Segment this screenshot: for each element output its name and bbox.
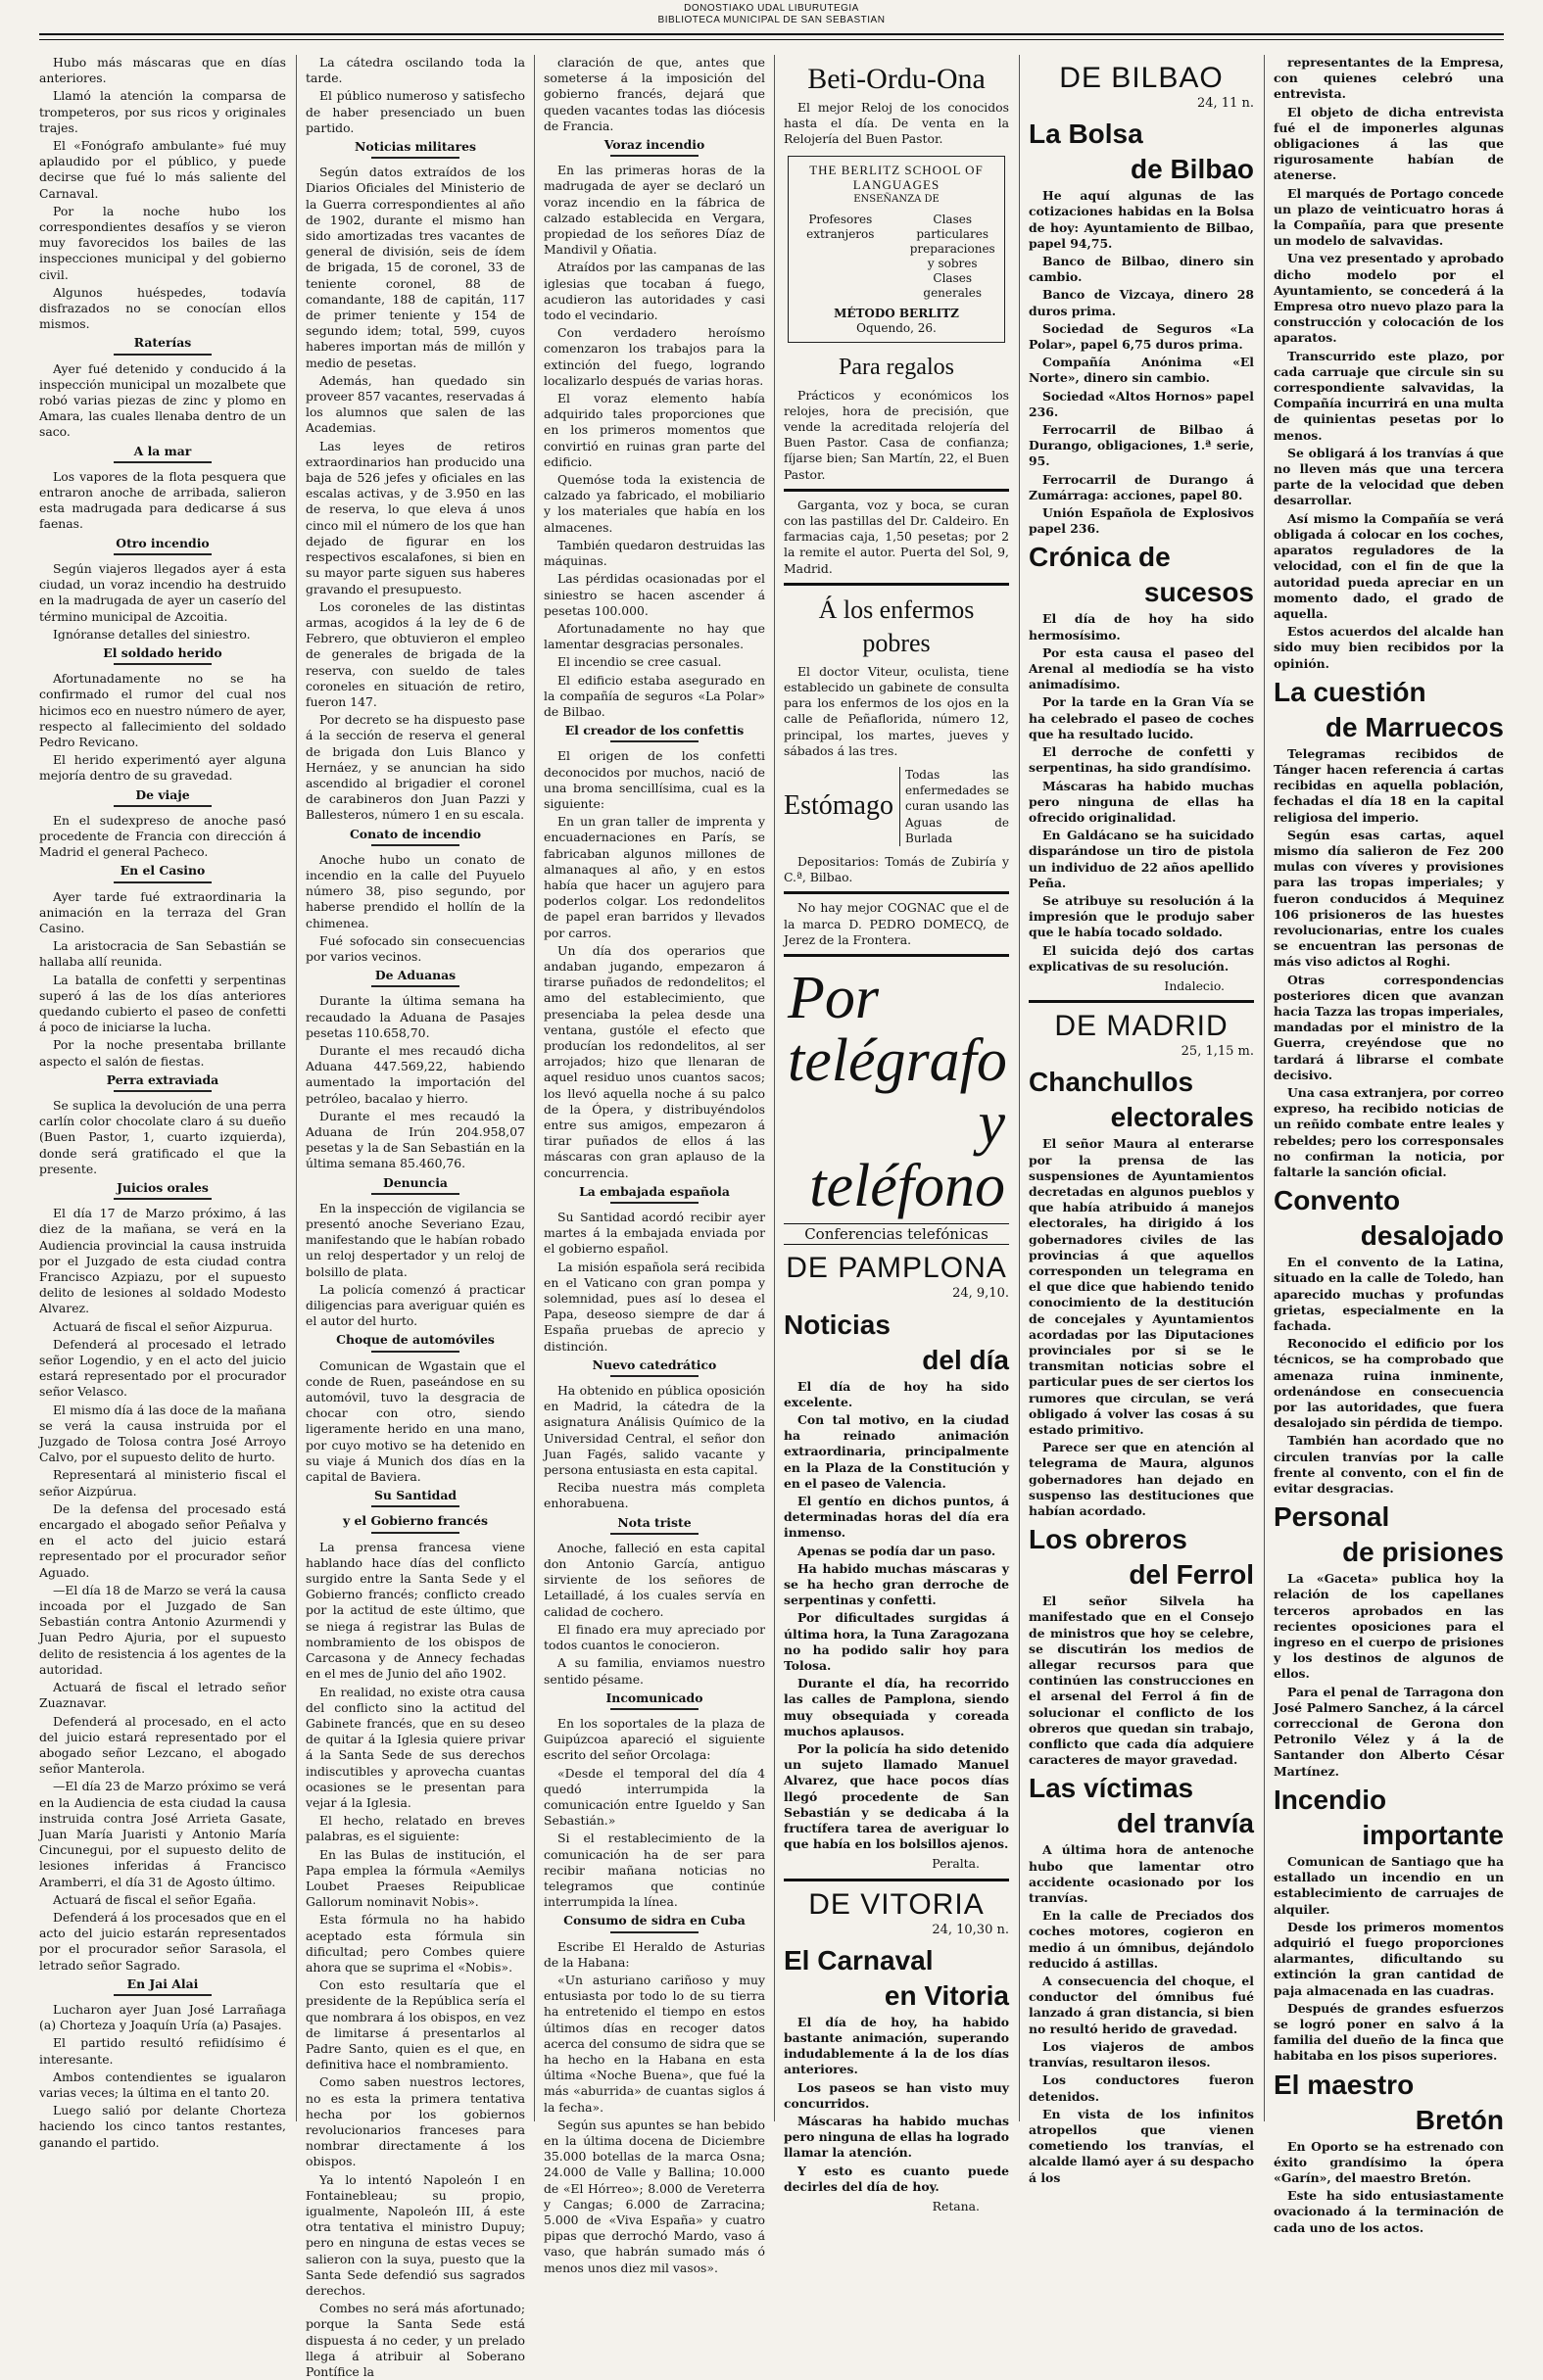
- heading-importante: importante: [1362, 1819, 1504, 1850]
- column-3: [544, 55, 765, 2275]
- heading-chanchullos: Chanchullos: [1029, 1067, 1194, 1098]
- heading-separator: [610, 1375, 699, 1377]
- article-paragraph: Los coroneles de las distintas armas, acogidos á la ley de 6 de Febrero, que obtuvieron el empleo de generales de brigada de la reserva, con sueldo de tales coroneles en situación de retiro, fueron 147.: [306, 598, 525, 709]
- article-paragraph: Máscaras ha habido muchas pero ninguna de ellas ha logrado llamar la atención.: [784, 2114, 1009, 2161]
- article-paragraph: Ferrocarril de Bilbao á Durango, obligaciones, 1.ª serie, 95.: [1029, 422, 1254, 469]
- article-paragraph: A última hora de antenoche hubo que lamentar otro accidente ocasionado por los tranvías.: [1029, 1842, 1254, 1906]
- article-paragraph: El incendio se cree casual.: [557, 654, 722, 670]
- article-paragraph: Por la noche hubo los correspondientes desafíos y se vieron muy favorecidos los bailes de las inspecciones municipal y del gobierno civil.: [39, 203, 286, 282]
- article-paragraph: —El día 23 de Marzo próximo se verá en la Audiencia de esta ciudad la causa instruida contra José Arrieta Gasate, Juan María Juaristi y Antonio María Cincunegui, por el supuesto delito de lesiones inferidas á Francisco Aramberri, el día 31 de Agosto último.: [39, 1779, 286, 1889]
- article-paragraph: A su familia, enviamos nuestro sentido pésame.: [544, 1655, 765, 1687]
- article-paragraph: Actuará de fiscal el señor Egaña.: [53, 1891, 257, 1907]
- article-heading: Su Santidad: [373, 1488, 458, 1503]
- article-paragraph: Según sus apuntes se han bebido en la última docena de Diciembre 35.000 botellas de la marca Osna; 24.000 de Valle y Ballina; 10.000 de «El Hórreo»; 8.000 de Vereterra y Cangas; 6.000 de Zarracina; 5.000 de «Viva España» y cuatro pipas que derrochó Mardo, vaso á vaso, que habrán sumado más ó menos unos diez mil vasos».: [544, 2117, 765, 2275]
- article-heading: En el Casino: [120, 863, 206, 879]
- heading-separator: [610, 1533, 699, 1535]
- article-paragraph: Según esas cartas, aquel mismo día salieron de Fez 200 mulas con víveres y provisiones para las tropas imperiales; y fueron conducidos á Mequinez 106 prisioneros de las huestes revolucionarias, entre los cuales se encuentran las personas de más viso adictos al Roghi.: [1274, 827, 1504, 970]
- heading-electorales: electorales: [1110, 1102, 1254, 1133]
- time-vitoria: 24, 10,30 n.: [932, 1922, 1009, 1937]
- article-paragraph: Apenas se podía dar un paso.: [797, 1543, 996, 1558]
- title-line-1: Por telégrafo: [788, 965, 1007, 1095]
- article-heading: Juicios orales: [117, 1180, 209, 1195]
- article-paragraph: Se suplica la devolución de una perra carlín color chocolate claro á su dueño (Buen Pastor, 1, cuarto izquierda), donde será gratificado el que la presente.: [39, 1097, 286, 1176]
- article-paragraph: Por la policía ha sido detenido un sujeto llamado Manuel Alvarez, que hace pocos días llegó procedente de San Sebastián y se dedicaba á la fructífera tarea de averiguar lo que había en los bolsillos ajenos.: [784, 1740, 1009, 1852]
- article-paragraph: Por la tarde en la Gran Vía se ha celebrado el paseo de coches que ha resultado lucido.: [1029, 694, 1254, 741]
- article-heading: Incomunicado: [605, 1690, 703, 1705]
- article-paragraph: El herido experimentó ayer alguna mejoría dentro de su gravedad.: [39, 752, 286, 784]
- chanchullos-body: [1029, 1136, 1254, 1519]
- article-paragraph: El edificio estaba asegurado en la compañía de seguros «La Polar» de Bilbao.: [544, 672, 765, 719]
- divider: [784, 489, 1009, 492]
- article-paragraph: Afortunadamente no se ha confirmado el rumor del cual nos hicimos eco en nuestro número de ayer, respecto al fallecimiento del soldado Pedro Revicano.: [39, 671, 286, 749]
- ad-estomago-dep: Depositarios: Tomás de Zubiría y C.ª, Bilbao.: [784, 854, 1009, 885]
- ad-cognac: No hay mejor COGNAC que el de la marca D. PEDRO DOMECQ, de Jerez de la Frontera.: [784, 900, 1009, 947]
- berlitz-sub: ENSEÑANZA DE: [853, 193, 940, 205]
- article-paragraph: El marqués de Portago concede un plazo de veinticuatro horas á la Compañía, para que presente un modelo de salvavidas.: [1274, 185, 1504, 249]
- article-paragraph: Quemóse toda la existencia de calzado ya fabricado, el mobiliario y los materiales que había en los almacenes.: [544, 472, 765, 535]
- article-paragraph: Por decreto se ha dispuesto pase á la sección de reserva el general de brigada don Luis Blanco y Hernáez, y se anuncian ha sido ascendido al brigadier el coronel de carabineros don Juan Pazzi y Ballesteros, número 1 en su escala.: [306, 712, 525, 823]
- city-madrid: DE MADRID: [1054, 1010, 1229, 1043]
- heading-separator: [371, 157, 459, 159]
- article-paragraph: Combes no será más afortunado; porque la Santa Sede está dispuesta á no ceder, y un prelado llega á atribuir al Soberano Pontífice la: [306, 2301, 525, 2380]
- column-rule: [1264, 55, 1265, 2121]
- heading-maestro: El maestro: [1274, 2069, 1415, 2100]
- title-line-2: y teléfono: [809, 1090, 1005, 1220]
- article-paragraph: El «Fonógrafo ambulante» fué muy aplaudido por el público, y puede decirse que fué lo más saliente del Carnaval.: [39, 138, 286, 201]
- article-heading: Raterías: [133, 335, 192, 351]
- article-heading: La embajada española: [579, 1183, 730, 1199]
- divider: [1029, 1000, 1254, 1003]
- article-paragraph: La policía comenzó á practicar diligencias para averiguar quién es el autor del hurto.: [306, 1281, 525, 1329]
- prisiones-body: [1274, 1571, 1504, 1780]
- berlitz-school: THE BERLITZ SCHOOL OF LANGUAGES: [809, 162, 984, 192]
- article-paragraph: Ambos contendientes se igualaron varias veces; la última en el tanto 20.: [39, 2069, 286, 2100]
- article-paragraph: Defenderá á los procesados que en el acto del juicio estarán representados por el procurador señor Sarasola, el letrado señor Sagrado.: [39, 1909, 286, 1973]
- top-rule: [39, 33, 1504, 35]
- article-paragraph: El público numeroso y satisfecho de haber presenciado un buen partido.: [306, 88, 525, 135]
- obreros-body: [1029, 1594, 1254, 1768]
- heading-separator: [610, 1931, 699, 1933]
- article-paragraph: Comunican de Wgastain que el conde de Ruen, paseándose en su automóvil, tuvo la desgracia de chocar con otro, siendo ligeramente herido en una mano, por cuyo motivo se ha detenido en su viaje á Munich dos días en la capital de Baviera.: [306, 1357, 525, 1485]
- column-6: [1274, 55, 1504, 2235]
- heading-separator: [371, 985, 459, 987]
- column-rule: [296, 55, 297, 2121]
- heading-separator: [371, 1505, 459, 1507]
- column-rule: [534, 55, 535, 2121]
- divider: [784, 891, 1009, 894]
- article-paragraph: Este ha sido entusiastamente ovacionado á la terminación de cada uno de los actos.: [1274, 2188, 1504, 2235]
- article-paragraph: Según viajeros llegados ayer á esta ciudad, un voraz incendio ha destruido en la madrugada de ayer un caserío del término municipal de Azcoitia.: [39, 560, 286, 624]
- article-heading: El creador de los confettis: [564, 723, 745, 738]
- article-paragraph: Si el restablecimiento de la comunicación ha de ser para recibir mañana noticias no telegramos que continúe interrumpida la línea.: [544, 1831, 765, 1910]
- article-paragraph: Ayer tarde fué extraordinaria la animación en la terraza del Gran Casino.: [39, 888, 286, 935]
- ad-regalos-text: Prácticos y económicos los relojes, hora de precisión, que vende la acreditada relojería del Buen Pastor. Casa de confianza; fíjarse bien; San Martín, 22, el Buen Pastor.: [784, 387, 1009, 482]
- vitoria-body: [784, 2015, 1009, 2195]
- article-paragraph: Atraídos por las campanas de las iglesias que tocaban á fuego, acudieron las autoridades y casi todo el vecindario.: [544, 260, 765, 323]
- article-paragraph: El voraz elemento había adquirido tales proporciones que en los primeros momentos que convirtió en ruinas gran parte del edificio.: [544, 391, 765, 469]
- article-paragraph: En vista de los infinitos atropellos que vienen cometiendo los tranvías, el alcalde llamó ayer á su despacho á los: [1029, 2106, 1254, 2185]
- article-paragraph: En Oporto se ha estrenado con éxito grandísimo la ópera «Garín», del maestro Bretón.: [1274, 2138, 1504, 2185]
- article-paragraph: Reciba nuestra más completa enhorabuena.: [544, 1480, 765, 1511]
- article-paragraph: Por dificultades surgidas á última hora, la Tuna Zaragozana no ha podido salir hoy para Tolosa.: [784, 1610, 1009, 1673]
- article-heading: Denuncia: [383, 1174, 448, 1190]
- article-paragraph: Ayer fué detenido y conducido á la inspección municipal un mozalbete que robó varias piezas de zinc y plomo en Amara, las cuales llenaba dentro de un saco.: [39, 360, 286, 440]
- article-paragraph: Banco de Vizcaya, dinero 28 duros prima.: [1029, 287, 1254, 318]
- article-heading: A la mar: [133, 443, 192, 458]
- heading-incendio: Incendio: [1274, 1784, 1387, 1815]
- article-paragraph: El día de hoy, ha habido bastante animación, superando indudablemente á la de los días anteriores.: [784, 2014, 1009, 2077]
- article-paragraph: El día de hoy ha sido hermosísimo.: [1029, 611, 1254, 643]
- article-paragraph: —El día 18 de Marzo se verá la causa incoada por el Juzgado de San Sebastián contra Antonio Azurmendi y Juan Pedro Ajuria, por el supuesto delito de resistencia á los agentes de la autoridad.: [39, 1582, 286, 1677]
- article-paragraph: En las Bulas de institución, el Papa emplea la fórmula «Aemilys Loubet Praeses Reipublicae Gallorum nominavit Nobis».: [306, 1846, 525, 1910]
- article-paragraph: representantes de la Empresa, con quienes celebró una entrevista.: [1274, 55, 1504, 102]
- article-paragraph: La aristocracia de San Sebastián se hallaba allí reunida.: [39, 938, 286, 970]
- ad-beti-text: El mejor Reloj de los conocidos hasta el día. De venta en la Relojería del Buen Pastor.: [784, 100, 1009, 147]
- article-paragraph: Con esto resultaría que el presidente de la República sería el que nombrara á los obispos, en vez de limitarse á presentarlos al Padre Santo, quien es el que, en definitiva hace el nombramiento.: [306, 1977, 525, 2072]
- article-paragraph: Anoche hubo un conato de incendio en la calle del Puyuelo número 38, piso segundo, por haberse prendido el hollín de la chimenea.: [306, 851, 525, 930]
- article-paragraph: Algunos huéspedes, todavía disfrazados no se conocían ellos mismos.: [39, 284, 286, 332]
- heading-separator: [371, 1351, 459, 1353]
- article-paragraph: Por esta causa el paseo del Arenal al mediodía se ha visto animadísimo.: [1029, 644, 1254, 692]
- article-paragraph: En un gran taller de imprenta y encuadernaciones en París, se fabricaban algunos millones de almanaques al año, y en estos había que hacer un agujero para poderlos colgar. Los redondelitos de papel eran barridos y llevados por carros.: [544, 814, 765, 940]
- article-paragraph: De la defensa del procesado está encargado el abogado señor Peñalva y en el acto del juicio estará representado por el procurador señor Aguado.: [39, 1500, 286, 1580]
- article-paragraph: El señor Maura al enterarse por la prensa de las suspensiones de Ayuntamientos decretadas en algunos pueblos y que había atribuido á manejos electorales, ha dirigido á los gobernadores civiles de las provincias á que aquellos corresponden un telegrama en el que dice que habiendo tenido conocimiento de la destitución de concejales y Ayuntamientos acordadas por las Diputaciones provinciales por si se le transmitan noticias sobre el particular pues de ser ciertos los rumores que circulan, se verá obligado á volver las cosas á su estado primitivo.: [1029, 1136, 1254, 1437]
- conferencias: Conferencias telefónicas: [784, 1223, 1009, 1245]
- article-paragraph: El día 17 de Marzo próximo, á las diez de la mañana, se verá en la Audiencia provincial la causa instruida por el Juzgado de esta ciudad contra Francisco Azpiazu, por el supuesto delito de lesiones al soldado Modesto Alvarez.: [39, 1206, 286, 1316]
- incendio-body: [1274, 1854, 1504, 2065]
- article-paragraph: Los vapores de la flota pesquera que entraron anoche de arribada, salieron esta madrugada para dedicarse á sus faenas.: [39, 468, 286, 532]
- article-heading: Nuevo catedrático: [592, 1357, 717, 1372]
- ad-berlitz: [788, 156, 1005, 343]
- article-paragraph: Anoche, falleció en esta capital don Antonio García, antiguo sirviente de los señores de Letailladé, á los cuales servía en calidad de cochero.: [544, 1540, 765, 1619]
- heading-tranvia: del tranvía: [1116, 1808, 1254, 1839]
- signature-retana: Retana.: [932, 2199, 980, 2214]
- article-paragraph: La prensa francesa viene hablando hace días del conflicto surgido entre la Santa Sede y el Gobierno francés; conflicto creado por la actitud de este último, que se niega á registrar las Bulas de nombramiento de los obispos de Carcasona y de Annecy fechadas en el mes de Junio del año 1902.: [306, 1539, 525, 1682]
- article-paragraph: El mismo día á las doce de la mañana se verá la causa instruida por el Juzgado de Tolosa contra José Arroyo Calvo, por el supuesto delito de hurto.: [39, 1402, 286, 1465]
- article-paragraph: Durante el día, ha recorrido las calles de Pamplona, siendo muy obsequiada y coreada muchos aplausos.: [784, 1676, 1009, 1738]
- divider: [784, 1879, 1009, 1881]
- heading-cuestion: La cuestión: [1274, 676, 1426, 707]
- heading-del-dia: del día: [922, 1344, 1009, 1375]
- heading-cronica: Crónica de: [1029, 542, 1171, 573]
- article-paragraph: Con tal motivo, en la ciudad ha reinado animación extraordinaria, principalmente en la Plaza de la Constitución y en el paseo de Valencia.: [784, 1411, 1009, 1491]
- section-title-telegrafo: [788, 965, 1007, 1220]
- article-paragraph: Lucharon ayer Juan José Larrañaga (a) Chorteza y Joaquín Uría (a) Pasajes.: [39, 2001, 286, 2033]
- time-madrid: 25, 1,15 m.: [1181, 1044, 1254, 1060]
- article-paragraph: Actuará de fiscal el señor Aizpurua.: [53, 1318, 273, 1334]
- ad-estomago-title: Estómago: [784, 790, 893, 822]
- article-paragraph: Ignóranse detalles del siniestro.: [53, 626, 251, 642]
- article-heading: El soldado herido: [103, 644, 222, 660]
- article-paragraph: Ya lo intentó Napoleón I en Fontainebleau; su propio, igualmente, Napoleón III, á este otra tentativa el ministro Dupuy; pero en ninguna de estas veces se salieron con la suya, puesto que la Santa Sede defendió sus sagrados derechos.: [306, 2171, 525, 2299]
- heading-ferrol: del Ferrol: [1129, 1559, 1254, 1591]
- heading-separator: [114, 1090, 213, 1092]
- article-paragraph: Defenderá al procesado, en el acto del juicio estará representado por el abogado señor Lezcano, el abogado señor Manterola.: [39, 1713, 286, 1777]
- article-heading: De viaje: [135, 786, 190, 802]
- article-paragraph: Y esto es cuanto puede decirles del día de hoy.: [784, 2163, 1009, 2194]
- signature-peralta: Peralta.: [932, 1856, 980, 1872]
- article-paragraph: Escribe El Heraldo de Asturias de la Habana:: [544, 1938, 765, 1970]
- tranvia-cont-body: [1274, 55, 1504, 672]
- heading-convento: Convento: [1274, 1185, 1401, 1216]
- heading-separator: [610, 1202, 699, 1204]
- article-paragraph: Máscaras ha habido muchas pero ninguna de ellas ha ofrecido originalidad.: [1029, 778, 1254, 825]
- berlitz-method: MÉTODO BERLITZ: [834, 306, 959, 320]
- article-heading: En Jai Alai: [126, 1975, 199, 1991]
- bolsa-body: [1029, 188, 1254, 537]
- city-pamplona: DE PAMPLONA: [786, 1252, 1007, 1285]
- article-paragraph: En realidad, no existe otra causa del conflicto sino la actitud del Gabinete francés, que en su deseo de quitar á la Iglesia quiere privar á la Santa Sede de sus derechos indiscutibles y aprovecha cuantas ocasiones se le presentan para vejar á la Iglesia.: [306, 1684, 525, 1810]
- ad-regalos-title: Para regalos: [839, 354, 954, 380]
- marruecos-body: [1274, 746, 1504, 1180]
- article-heading: Perra extraviada: [106, 1071, 219, 1087]
- berlitz-address: Oquendo, 26.: [856, 320, 937, 335]
- article-paragraph: En el sudexpreso de anoche pasó procedente de Francia con dirección á Madrid el general Pacheco.: [39, 812, 286, 860]
- article-paragraph: Compañía Anónima «El Norte», dinero sin cambio.: [1029, 355, 1254, 386]
- article-paragraph: Además, han quedado sin proveer 857 vacantes, reservadas á los alumnos que salen de las Academias.: [306, 372, 525, 436]
- column-rule: [774, 55, 775, 2121]
- article-paragraph: En las primeras horas de la madrugada de ayer se declaró un voraz incendio en la fábrica de calzado establecida en Vergara, propiedad de los señores Díaz de Mandivil y Oñatia.: [544, 163, 765, 258]
- masthead-line-2: BIBLIOTECA MUNICIPAL DE SAN SEBASTIAN: [657, 15, 886, 25]
- article-heading: y el Gobierno francés: [343, 1513, 488, 1529]
- heading-separator: [610, 740, 699, 742]
- city-bilbao: DE BILBAO: [1059, 62, 1224, 94]
- masthead-line-1: DONOSTIAKO UDAL LIBURUTEGIA: [684, 3, 859, 14]
- heading-bolsa: La Bolsa: [1029, 119, 1143, 150]
- column-5: [1029, 55, 1254, 2185]
- article-paragraph: Se atribuye su resolución á la impresión que le produjo saber que le había tocado soldado.: [1029, 892, 1254, 940]
- article-paragraph: Los paseos se han visto muy concurridos.: [784, 2079, 1009, 2111]
- article-paragraph: Después de grandes esfuerzos se logró poner en salvo á la familia del dueño de la finca que habitaba en los pisos superiores.: [1274, 2000, 1504, 2064]
- article-paragraph: El gentío en dichos puntos, á determinadas horas del día era inmenso.: [784, 1493, 1009, 1541]
- time-bilbao: 24, 11 n.: [1197, 96, 1254, 111]
- article-paragraph: He aquí algunas de las cotizaciones habidas en la Bolsa de hoy: Ayuntamiento de Bilbao, papel 94,75.: [1029, 188, 1254, 251]
- column-2: [306, 55, 525, 2380]
- heading-separator: [114, 1994, 213, 1996]
- article-paragraph: Desde los primeros momentos adquirió el fuego proporciones alarmantes, dificultando su extinción la gran cantidad de paja almacenada en las cuadras.: [1274, 1919, 1504, 1998]
- article-paragraph: El finado era muy apreciado por todos cuantos le conocieron.: [544, 1621, 765, 1653]
- article-paragraph: Llamó la atención la comparsa de trompeteros, por sus ricos y originales trajes.: [39, 88, 286, 135]
- article-heading: Otro incendio: [116, 535, 210, 550]
- article-paragraph: El derroche de confetti y serpentinas, ha sido grandísimo.: [1029, 744, 1254, 776]
- article-paragraph: En el convento de la Latina, situado en la calle de Toledo, han aparecido muchas y profundas grietas, especialmente en la fachada.: [1274, 1255, 1504, 1334]
- top-rule-thin: [39, 39, 1504, 40]
- article-paragraph: El objeto de dicha entrevista fué el de imponerles algunas obligaciones á las que rigurosamente habían de atenerse.: [1274, 104, 1504, 183]
- article-paragraph: Hubo más máscaras que en días anteriores.: [39, 55, 286, 86]
- article-paragraph: Ha habido muchas máscaras y se ha hecho gran derroche de serpentinas y confetti.: [784, 1560, 1009, 1608]
- city-vitoria: DE VITORIA: [808, 1887, 985, 1921]
- article-paragraph: La cátedra oscilando toda la tarde.: [306, 55, 525, 86]
- article-heading: De Aduanas: [374, 968, 457, 983]
- article-paragraph: El suicida dejó dos cartas explicativas de su resolución.: [1029, 942, 1254, 974]
- time-pamplona: 24, 9,10.: [952, 1286, 1009, 1302]
- signature-indalecio: Indalecio.: [1164, 977, 1225, 993]
- heading-separator: [114, 553, 213, 555]
- heading-sucesos: sucesos: [1143, 577, 1254, 608]
- article-paragraph: Parece ser que en atención al telegrama de Maura, algunos gobernadores han dejado en suspenso las destituciones que habían acordado.: [1029, 1440, 1254, 1519]
- article-paragraph: El partido resultó refiidísimo é interesante.: [39, 2035, 286, 2067]
- heading-separator: [114, 881, 213, 883]
- breton-body: [1274, 2139, 1504, 2236]
- column-rule: [1019, 55, 1020, 2121]
- article-heading: Consumo de sidra en Cuba: [563, 1913, 746, 1928]
- article-paragraph: Unión Española de Explosivos papel 236.: [1029, 505, 1254, 537]
- article-paragraph: Para el penal de Tarragona don José Palmero Sanchez, á la cárcel correccional de Gerona don Petronilo Vélez y á la de Santander don Alberto César Martínez.: [1274, 1684, 1504, 1779]
- divider: [784, 954, 1009, 957]
- article-paragraph: claración de que, antes que someterse á la imposición del gobierno francés, dejará que queden vacantes todas las diócesis de Francia.: [544, 55, 765, 133]
- article-paragraph: Banco de Bilbao, dinero sin cambio.: [1029, 254, 1254, 285]
- article-paragraph: Las leyes de retiros extraordinarios han producido una baja de 526 jefes y oficiales en las escalas activas, y de 3.950 en las de reserva, lo que eleva á unos cinco mil el número de los que han dejado de figurar en los respectivos escalafones, si bien en su mayor parte siguen sus haberes gravando el presupuesto.: [306, 438, 525, 596]
- article-paragraph: Una vez presentado y aprobado dicho modelo por el Ayuntamiento, se concederá á la Empresa otro nuevo plazo para la construcción y colocación de los aparatos.: [1274, 251, 1504, 346]
- article-paragraph: Se obligará á los tranvías á que no lleven más que una tercera parte de la velocidad que deben desarrollar.: [1274, 445, 1504, 508]
- article-paragraph: Así mismo la Compañía se verá obligada á colocar en los coches, aparatos reguladores de la velocidad, con el fin de que la autoridad pueda apreciar en un momento dado, el grado de aquella.: [1274, 510, 1504, 621]
- article-paragraph: La misión española será recibida en el Vaticano con gran pompa y solemnidad, pues así lo desea el Papa, deseoso siempre de dar á España pruebas de aprecio y distinción.: [544, 1259, 765, 1354]
- heading-separator: [114, 663, 213, 665]
- heading-separator: [114, 805, 213, 807]
- article-heading: Noticias militares: [355, 139, 476, 155]
- article-paragraph: Representará al ministerio fiscal el señor Aizpúrua.: [39, 1467, 286, 1499]
- heading-separator: [610, 155, 699, 157]
- pamplona-body: [784, 1379, 1009, 1853]
- article-paragraph: Una casa extranjera, por correo expreso, ha recibido noticias de un reñido combate entre leales y rebeldes; pero los corresponsales no confirman la noticia, por faltarle la sanción oficial.: [1274, 1084, 1504, 1179]
- article-paragraph: Ha obtenido en pública oposición en Madrid, la cátedra de la asignatura Análisis Químico de la Universidad Central, el señor don Juan Fagés, salido vacante y persona entusiasta en esta capital.: [544, 1383, 765, 1478]
- heading-separator: [114, 354, 213, 356]
- article-paragraph: Estos acuerdos del alcalde han sido muy bien recibidos por la opinión.: [1274, 624, 1504, 671]
- heading-prisiones: de prisiones: [1342, 1537, 1504, 1568]
- article-paragraph: La batalla de confetti y serpentinas superó á las de los días anteriores quedando cubierto el paseo de confetti á poco de iniciarse la lucha.: [39, 972, 286, 1035]
- heading-marruecos: de Marruecos: [1325, 711, 1504, 742]
- article-heading: Conato de incendio: [349, 826, 482, 841]
- article-paragraph: También han acordado que no circulen tranvías por la calle frente al convento, con el fin de evitar desgracias.: [1274, 1433, 1504, 1497]
- column-4: [784, 55, 1009, 2214]
- heading-separator: [114, 461, 213, 463]
- berlitz-left: Profesores extranjeros: [806, 212, 875, 241]
- article-paragraph: El señor Silvela ha manifestado que en el Consejo de ministros que hoy se celebre, se discutirán los medios de allegar recursos para que continúen las construcciones en el arsenal del Ferrol á fin de solucionar el conflicto de los obreros que quedan sin trabajo, conflicto que cada día adquiere caracteres de mayor gravedad.: [1029, 1594, 1254, 1768]
- article-paragraph: Telegramas recibidos de Tánger hacen referencia á cartas recibidas en aquella población, fechadas el día 18 en la capital religiosa del imperio.: [1274, 745, 1504, 825]
- article-paragraph: Defenderá al procesado el letrado señor Logendio, y en el acto del juicio estará representado por el procurador señor Velasco.: [39, 1336, 286, 1400]
- article-paragraph: En los soportales de la plaza de Guipúzcoa apareció el siguiente escrito del señor Orcolaga:: [544, 1715, 765, 1763]
- heading-separator: [371, 1193, 459, 1195]
- ad-beti-title: Beti-Ordu-Ona: [807, 63, 986, 95]
- heading-de-bilbao: de Bilbao: [1130, 154, 1254, 185]
- heading-breton: Bretón: [1415, 2104, 1504, 2135]
- article-paragraph: El día de hoy ha sido excelente.: [784, 1378, 1009, 1409]
- article-paragraph: Con verdadero heroísmo comenzaron los trabajos para la extinción del fuego, logrando localizarlo después de varias horas.: [544, 325, 765, 388]
- article-paragraph: El origen de los confetti deconocidos por muchos, nació de una broma sencillísima, cual es la siguiente:: [544, 748, 765, 811]
- article-heading: Choque de automóviles: [336, 1332, 495, 1348]
- convento-body: [1274, 1255, 1504, 1497]
- ad-garganta: Garganta, voz y boca, se curan con las pastillas del Dr. Caldeiro. En farmacias caja, 1,50 pesetas; por 2 la remite el autor. Puerta del Sol, 9, Madrid.: [784, 497, 1009, 576]
- heading-separator: [610, 1708, 699, 1710]
- column-1: [39, 55, 286, 2150]
- berlitz-right: Clases particulares preparaciones y sobres Clases generales: [909, 212, 995, 300]
- heading-victimas: Las víctimas: [1029, 1773, 1194, 1804]
- heading-personal: Personal: [1274, 1501, 1390, 1533]
- article-paragraph: Luego salió por delante Chorteza haciendo los cinco tantos restantes, ganando el partido.: [39, 2103, 286, 2150]
- article-paragraph: En Galdácano se ha suicidado disparándose un tiro de pistola un individuo de 22 años apellido Peña.: [1029, 828, 1254, 890]
- ad-enfermos-title: Á los enfermos pobres: [818, 595, 975, 657]
- article-paragraph: También quedaron destruidas las máquinas.: [544, 537, 765, 569]
- article-paragraph: Los viajeros de ambos tranvías, resultaron ilesos.: [1029, 2038, 1254, 2071]
- article-paragraph: Durante la última semana ha recaudado la Aduana de Pasajes pesetas 110.658,70.: [306, 993, 525, 1040]
- article-paragraph: Sociedad de Seguros «La Polar», papel 6,75 duros prima.: [1029, 320, 1254, 353]
- article-heading: Voraz incendio: [603, 137, 705, 153]
- article-paragraph: Reconocido el edificio por los técnicos, se ha comprobado que amenaza ruina inminente, ordenándose en consecuencia por las autoridades, que fuera desalojado sin pérdida de tiempo.: [1274, 1336, 1504, 1431]
- article-paragraph: Las pérdidas ocasionadas por el siniestro se hacen ascender á pesetas 100.000.: [544, 571, 765, 618]
- victimas-body: [1029, 1842, 1254, 2185]
- article-paragraph: La «Gaceta» publica hoy la relación de los capellanes terceros aprobados en las recientes oposiciones para el ingreso en el cuerpo de prisiones y los destinos de algunos de ellos.: [1274, 1571, 1504, 1682]
- article-paragraph: «Un asturiano cariñoso y muy entusiasta por todo lo de su tierra ha entretenido el tiempo en estos últimos días en recoger datos acerca del consumo de sidra que se ha hecho en la Habana en esta última «Noche Buena», que fué la más «aburrida» de cuantas siglos á la fecha».: [544, 1972, 765, 2115]
- heading-noticias: Noticias: [784, 1309, 891, 1340]
- article-paragraph: Durante el mes recaudó dicha Aduana 447.569,22, habiendo aumentado la importación del petróleo, bacalao y hierro.: [306, 1042, 525, 1106]
- article-paragraph: A consecuencia del choque, el conductor del ómnibus fué lanzado á gran distancia, si bien no resultó herido de gravedad.: [1029, 1974, 1254, 2036]
- heading-carnaval: El Carnaval: [784, 1944, 934, 1975]
- article-paragraph: Durante el mes recaudó la Aduana de Irún 204.958,07 pesetas y la de San Sebastián en la última semana 85.460,76.: [306, 1108, 525, 1171]
- article-paragraph: En la inspección de vigilancia se presentó anoche Severiano Ezau, manifestando que le habían robado un reloj despertador y un reloj de bolsillo de plata.: [306, 1200, 525, 1279]
- article-paragraph: Actuará de fiscal el letrado señor Zuaznavar.: [39, 1680, 286, 1711]
- article-paragraph: El hecho, relatado en breves palabras, es el siguiente:: [306, 1813, 525, 1844]
- heading-obreros: Los obreros: [1029, 1524, 1187, 1555]
- article-paragraph: Los conductores fueron detenidos.: [1029, 2072, 1254, 2104]
- article-paragraph: Otras correspondencias posteriores dicen que avanzan hacia Tazza las tropas imperiales, mandadas por el ministro de la Guerra, creyéndose que no tardará á librarse el combate decisivo.: [1274, 972, 1504, 1082]
- heading-separator: [371, 1532, 459, 1534]
- article-paragraph: «Desde el temporal del día 4 quedó interrumpida la comunicación entre Igueldo y San Sebastián.»: [544, 1765, 765, 1829]
- heading-separator: [114, 1198, 213, 1200]
- heading-separator: [371, 844, 459, 846]
- ad-estomago-text: Todas las enfermedades se curan usando las Aguas de Burlada: [899, 767, 1009, 846]
- article-paragraph: Su Santidad acordó recibir ayer martes á la embajada enviada por el gobierno español.: [544, 1210, 765, 1257]
- article-paragraph: Sociedad «Altos Hornos» papel 236.: [1029, 388, 1254, 419]
- heading-en-vitoria: en Vitoria: [884, 1979, 1009, 2011]
- article-paragraph: Esta fórmula no ha habido aceptado esta fórmula sin dificultad; pero Combes quiere ahora que se suprima el «Nobis».: [306, 1912, 525, 1975]
- article-paragraph: Afortunadamente no hay que lamentar desgracias personales.: [544, 620, 765, 652]
- article-paragraph: Un día dos operarios que andaban jugando, empezaron á tirarse puñados de redondelitos; el amo del establecimiento, que presenciaba la pelea desde una ventana, gustóle el efecto que producían los redondelitos, al ser arrojados; hizo que llenaran de aquel residuo unos cuantos sacos; los llevó aquella noche á su palco de la Ópera, y distribuyéndolos entre sus amigos, empezaron á tirar puñados de ellos á las máscaras con gran aplauso de la concurrencia.: [544, 942, 765, 1180]
- article-paragraph: Como saben nuestros lectores, no es esta la primera tentativa hecha por los gobiernos revolucionarios franceses para nombrar directamente á los obispos.: [306, 2074, 525, 2169]
- ad-enfermos-text: El doctor Viteur, oculista, tiene establecido un gabinete de consulta para los enfermos de los ojos en la calle de Peñaflorida, número 12, principal, los martes, jueves y sábados á las tres.: [784, 663, 1009, 758]
- heading-desalojado: desalojado: [1360, 1220, 1504, 1252]
- article-heading: Nota triste: [617, 1514, 692, 1530]
- divider: [784, 583, 1009, 586]
- article-paragraph: Por la noche presentaba brillante aspecto el salón de fiestas.: [39, 1037, 286, 1069]
- article-paragraph: En la calle de Preciados dos coches motores, cogieron en medio á un ómnibus, dejándolo reducido á astillas.: [1029, 1908, 1254, 1971]
- article-paragraph: Fué sofocado sin consecuencias por varios vecinos.: [306, 932, 525, 964]
- article-paragraph: Según datos extraídos de los Diarios Oficiales del Ministerio de la Guerra correspondientes al año de 1902, durante el mismo han sido amortizadas tres vacantes de general de división, seis de ídem de brigada, 15 de coronel, 33 de teniente coronel, 88 de comandante, 188 de capitán, 117 de primer teniente y 154 de segundo idem; total, 599, cuyos haberes importan más de millón y medio de pesetas.: [306, 165, 525, 370]
- article-paragraph: Ferrocarril de Durango á Zumárraga: acciones, papel 80.: [1029, 471, 1254, 502]
- cronica-body: [1029, 611, 1254, 974]
- article-paragraph: Transcurrido este plazo, por cada carruaje que circule sin su correspondiente salvavidas, la Compañía incurrirá en una multa de quinientas pesetas por lo menos.: [1274, 348, 1504, 443]
- article-paragraph: Comunican de Santiago que ha estallado un incendio en un establecimiento de carruajes de alquiler.: [1274, 1853, 1504, 1917]
